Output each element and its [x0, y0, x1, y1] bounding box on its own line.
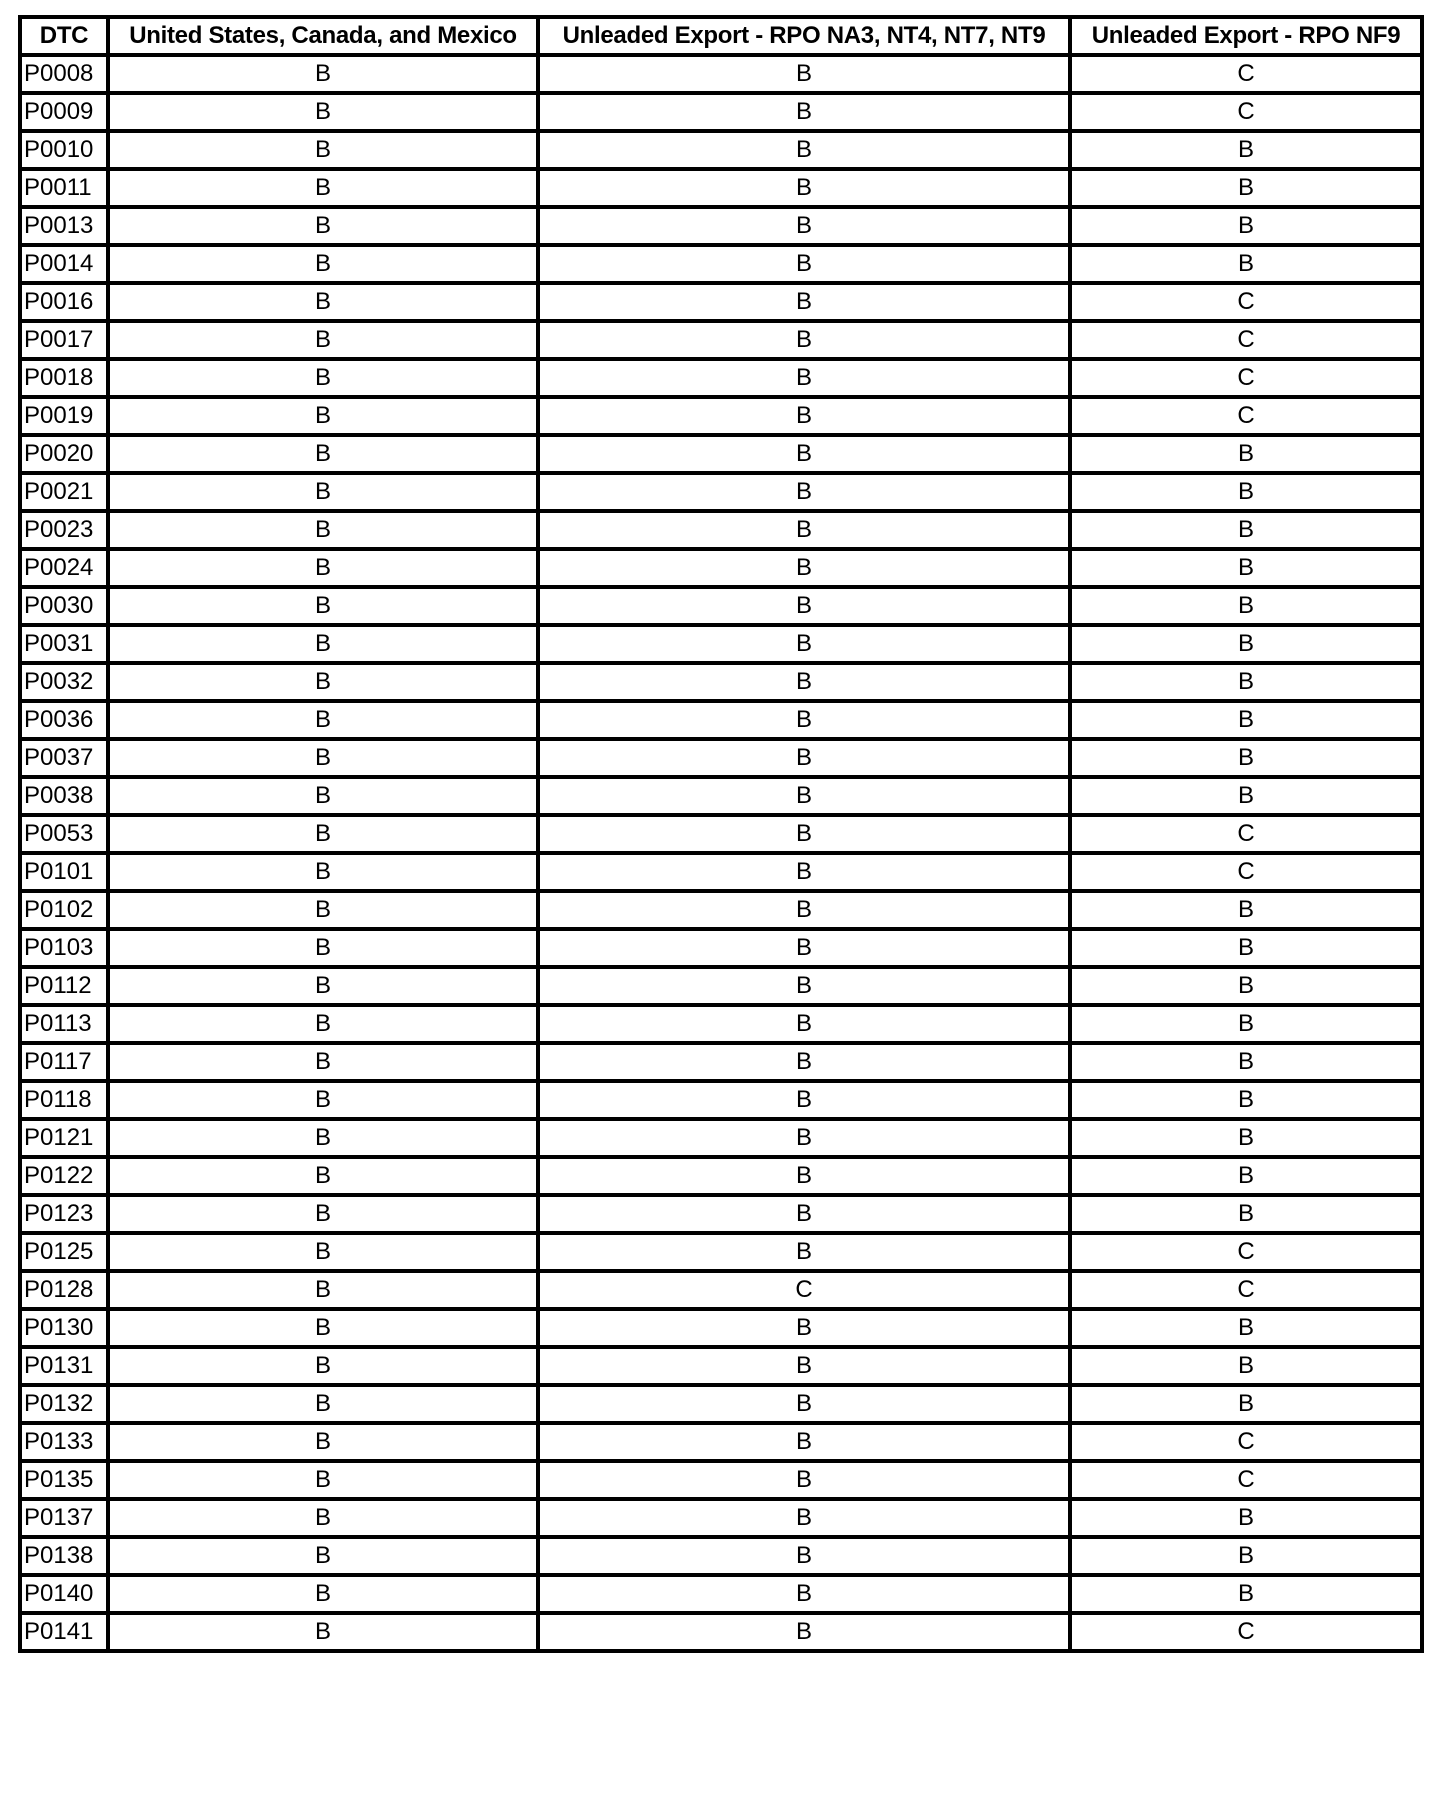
dtc-code-cell: P0123 — [20, 1195, 108, 1233]
unleaded-export-nf9-cell: B — [1070, 131, 1422, 169]
unleaded-export-na3-cell: B — [538, 777, 1070, 815]
us-canada-mexico-cell: B — [108, 549, 538, 587]
unleaded-export-nf9-cell: B — [1070, 929, 1422, 967]
dtc-code-cell: P0030 — [20, 587, 108, 625]
dtc-code-cell: P0101 — [20, 853, 108, 891]
table-row — [20, 283, 1422, 321]
us-canada-mexico-cell: B — [108, 701, 538, 739]
table-row — [20, 1081, 1422, 1119]
dtc-code-cell: P0121 — [20, 1119, 108, 1157]
unleaded-export-nf9-cell: C — [1070, 1461, 1422, 1499]
unleaded-export-na3-cell: B — [538, 1081, 1070, 1119]
us-canada-mexico-cell: B — [108, 283, 538, 321]
us-canada-mexico-cell: B — [108, 853, 538, 891]
unleaded-export-nf9-cell: B — [1070, 1195, 1422, 1233]
unleaded-export-nf9-cell: B — [1070, 1005, 1422, 1043]
dtc-code-cell: P0008 — [20, 55, 108, 93]
table-header — [20, 17, 1422, 55]
unleaded-export-na3-cell: B — [538, 435, 1070, 473]
us-canada-mexico-cell: B — [108, 739, 538, 777]
unleaded-export-nf9-cell: C — [1070, 1233, 1422, 1271]
dtc-code-cell: P0024 — [20, 549, 108, 587]
unleaded-export-nf9-cell: B — [1070, 701, 1422, 739]
unleaded-export-na3-cell: B — [538, 245, 1070, 283]
unleaded-export-nf9-cell: B — [1070, 891, 1422, 929]
unleaded-export-nf9-cell: B — [1070, 1119, 1422, 1157]
unleaded-export-nf9-cell: C — [1070, 55, 1422, 93]
dtc-code-cell: P0019 — [20, 397, 108, 435]
unleaded-export-na3-cell: B — [538, 663, 1070, 701]
unleaded-export-na3-cell: B — [538, 1309, 1070, 1347]
table-row — [20, 397, 1422, 435]
dtc-code-cell: P0140 — [20, 1575, 108, 1613]
table-row — [20, 1575, 1422, 1613]
unleaded-export-na3-cell: B — [538, 549, 1070, 587]
unleaded-export-na3-cell: B — [538, 1537, 1070, 1575]
unleaded-export-nf9-cell: C — [1070, 397, 1422, 435]
table-row — [20, 929, 1422, 967]
unleaded-export-na3-cell: B — [538, 1119, 1070, 1157]
dtc-code-cell: P0023 — [20, 511, 108, 549]
unleaded-export-na3-cell: B — [538, 587, 1070, 625]
table-row — [20, 1043, 1422, 1081]
table-row — [20, 1423, 1422, 1461]
unleaded-export-nf9-cell: C — [1070, 1423, 1422, 1461]
table-row — [20, 815, 1422, 853]
dtc-code-cell: P0010 — [20, 131, 108, 169]
unleaded-export-nf9-cell: C — [1070, 1613, 1422, 1651]
dtc-code-cell: P0018 — [20, 359, 108, 397]
unleaded-export-nf9-cell: C — [1070, 853, 1422, 891]
us-canada-mexico-cell: B — [108, 1081, 538, 1119]
us-canada-mexico-cell: B — [108, 1271, 538, 1309]
unleaded-export-na3-cell: B — [538, 1157, 1070, 1195]
us-canada-mexico-cell: B — [108, 359, 538, 397]
unleaded-export-na3-cell: C — [538, 1271, 1070, 1309]
table-row — [20, 549, 1422, 587]
us-canada-mexico-cell: B — [108, 1423, 538, 1461]
us-canada-mexico-cell: B — [108, 1195, 538, 1233]
table-row — [20, 1347, 1422, 1385]
unleaded-export-nf9-cell: C — [1070, 359, 1422, 397]
dtc-code-cell: P0017 — [20, 321, 108, 359]
dtc-code-cell: P0132 — [20, 1385, 108, 1423]
us-canada-mexico-cell: B — [108, 929, 538, 967]
dtc-code-cell: P0133 — [20, 1423, 108, 1461]
dtc-code-cell: P0130 — [20, 1309, 108, 1347]
us-canada-mexico-cell: B — [108, 435, 538, 473]
dtc-code-cell: P0103 — [20, 929, 108, 967]
table-row — [20, 511, 1422, 549]
table-row — [20, 55, 1422, 93]
unleaded-export-na3-cell: B — [538, 891, 1070, 929]
unleaded-export-na3-cell: B — [538, 55, 1070, 93]
table-row — [20, 1195, 1422, 1233]
us-canada-mexico-cell: B — [108, 1613, 538, 1651]
table-row — [20, 321, 1422, 359]
dtc-code-cell: P0122 — [20, 1157, 108, 1195]
unleaded-export-nf9-cell: B — [1070, 1309, 1422, 1347]
table-row — [20, 1613, 1422, 1651]
unleaded-export-na3-cell: B — [538, 853, 1070, 891]
us-canada-mexico-cell: B — [108, 511, 538, 549]
unleaded-export-nf9-cell: B — [1070, 1575, 1422, 1613]
us-canada-mexico-cell: B — [108, 321, 538, 359]
header-unleaded-export-nf9: Unleaded Export - RPO NF9 — [1070, 17, 1422, 55]
us-canada-mexico-cell: B — [108, 207, 538, 245]
unleaded-export-na3-cell: B — [538, 93, 1070, 131]
table-row — [20, 1537, 1422, 1575]
us-canada-mexico-cell: B — [108, 245, 538, 283]
dtc-code-cell: P0118 — [20, 1081, 108, 1119]
unleaded-export-na3-cell: B — [538, 815, 1070, 853]
unleaded-export-na3-cell: B — [538, 1385, 1070, 1423]
dtc-code-cell: P0135 — [20, 1461, 108, 1499]
table-row — [20, 169, 1422, 207]
unleaded-export-na3-cell: B — [538, 1005, 1070, 1043]
us-canada-mexico-cell: B — [108, 1499, 538, 1537]
us-canada-mexico-cell: B — [108, 397, 538, 435]
dtc-code-cell: P0036 — [20, 701, 108, 739]
us-canada-mexico-cell: B — [108, 891, 538, 929]
us-canada-mexico-cell: B — [108, 169, 538, 207]
unleaded-export-na3-cell: B — [538, 1499, 1070, 1537]
unleaded-export-nf9-cell: C — [1070, 283, 1422, 321]
us-canada-mexico-cell: B — [108, 1575, 538, 1613]
us-canada-mexico-cell: B — [108, 815, 538, 853]
table-row — [20, 245, 1422, 283]
us-canada-mexico-cell: B — [108, 1157, 538, 1195]
unleaded-export-na3-cell: B — [538, 511, 1070, 549]
dtc-code-cell: P0113 — [20, 1005, 108, 1043]
dtc-code-cell: P0032 — [20, 663, 108, 701]
unleaded-export-na3-cell: B — [538, 625, 1070, 663]
unleaded-export-na3-cell: B — [538, 929, 1070, 967]
unleaded-export-nf9-cell: B — [1070, 169, 1422, 207]
dtc-code-cell: P0141 — [20, 1613, 108, 1651]
table-row — [20, 1461, 1422, 1499]
table-row — [20, 739, 1422, 777]
table-row — [20, 587, 1422, 625]
us-canada-mexico-cell: B — [108, 777, 538, 815]
us-canada-mexico-cell: B — [108, 967, 538, 1005]
unleaded-export-na3-cell: B — [538, 1233, 1070, 1271]
table-row — [20, 131, 1422, 169]
us-canada-mexico-cell: B — [108, 587, 538, 625]
us-canada-mexico-cell: B — [108, 1347, 538, 1385]
us-canada-mexico-cell: B — [108, 663, 538, 701]
dtc-code-cell: P0021 — [20, 473, 108, 511]
table-row — [20, 663, 1422, 701]
table-row — [20, 359, 1422, 397]
unleaded-export-nf9-cell: B — [1070, 245, 1422, 283]
header-dtc: DTC — [20, 17, 108, 55]
unleaded-export-na3-cell: B — [538, 739, 1070, 777]
unleaded-export-nf9-cell: B — [1070, 1157, 1422, 1195]
table-row — [20, 701, 1422, 739]
dtc-code-cell: P0014 — [20, 245, 108, 283]
unleaded-export-na3-cell: B — [538, 1461, 1070, 1499]
unleaded-export-nf9-cell: B — [1070, 1081, 1422, 1119]
table-row — [20, 207, 1422, 245]
unleaded-export-nf9-cell: C — [1070, 93, 1422, 131]
table-row — [20, 891, 1422, 929]
dtc-code-cell: P0131 — [20, 1347, 108, 1385]
dtc-code-cell: P0037 — [20, 739, 108, 777]
us-canada-mexico-cell: B — [108, 473, 538, 511]
table-row — [20, 1005, 1422, 1043]
unleaded-export-nf9-cell: B — [1070, 967, 1422, 1005]
us-canada-mexico-cell: B — [108, 1043, 538, 1081]
unleaded-export-na3-cell: B — [538, 1043, 1070, 1081]
table-row — [20, 473, 1422, 511]
header-us-canada-mexico: United States, Canada, and Mexico — [108, 17, 538, 55]
unleaded-export-na3-cell: B — [538, 701, 1070, 739]
dtc-code-cell: P0020 — [20, 435, 108, 473]
table-row — [20, 1385, 1422, 1423]
dtc-code-cell: P0016 — [20, 283, 108, 321]
unleaded-export-na3-cell: B — [538, 321, 1070, 359]
us-canada-mexico-cell: B — [108, 55, 538, 93]
unleaded-export-nf9-cell: B — [1070, 777, 1422, 815]
table-row — [20, 1119, 1422, 1157]
unleaded-export-nf9-cell: C — [1070, 1271, 1422, 1309]
unleaded-export-na3-cell: B — [538, 169, 1070, 207]
unleaded-export-nf9-cell: B — [1070, 1347, 1422, 1385]
dtc-code-cell: P0112 — [20, 967, 108, 1005]
dtc-code-cell: P0009 — [20, 93, 108, 131]
us-canada-mexico-cell: B — [108, 625, 538, 663]
dtc-code-cell: P0102 — [20, 891, 108, 929]
table-body — [20, 55, 1422, 1651]
unleaded-export-na3-cell: B — [538, 283, 1070, 321]
dtc-code-cell: P0053 — [20, 815, 108, 853]
unleaded-export-nf9-cell: C — [1070, 815, 1422, 853]
unleaded-export-na3-cell: B — [538, 131, 1070, 169]
unleaded-export-nf9-cell: B — [1070, 663, 1422, 701]
dtc-table — [18, 15, 1424, 1653]
table-row — [20, 853, 1422, 891]
table-row — [20, 1271, 1422, 1309]
dtc-code-cell: P0011 — [20, 169, 108, 207]
table-row — [20, 625, 1422, 663]
unleaded-export-nf9-cell: B — [1070, 739, 1422, 777]
us-canada-mexico-cell: B — [108, 1309, 538, 1347]
header-row — [20, 17, 1422, 55]
dtc-code-cell: P0125 — [20, 1233, 108, 1271]
dtc-code-cell: P0117 — [20, 1043, 108, 1081]
unleaded-export-na3-cell: B — [538, 1575, 1070, 1613]
unleaded-export-nf9-cell: B — [1070, 625, 1422, 663]
unleaded-export-na3-cell: B — [538, 1347, 1070, 1385]
us-canada-mexico-cell: B — [108, 1537, 538, 1575]
unleaded-export-na3-cell: B — [538, 473, 1070, 511]
table-row — [20, 1309, 1422, 1347]
unleaded-export-na3-cell: B — [538, 207, 1070, 245]
dtc-code-cell: P0137 — [20, 1499, 108, 1537]
table-row — [20, 93, 1422, 131]
unleaded-export-nf9-cell: C — [1070, 321, 1422, 359]
us-canada-mexico-cell: B — [108, 131, 538, 169]
unleaded-export-nf9-cell: B — [1070, 511, 1422, 549]
us-canada-mexico-cell: B — [108, 93, 538, 131]
unleaded-export-na3-cell: B — [538, 1423, 1070, 1461]
unleaded-export-na3-cell: B — [538, 359, 1070, 397]
unleaded-export-na3-cell: B — [538, 1195, 1070, 1233]
dtc-code-cell: P0128 — [20, 1271, 108, 1309]
dtc-code-cell: P0038 — [20, 777, 108, 815]
unleaded-export-nf9-cell: B — [1070, 473, 1422, 511]
unleaded-export-nf9-cell: B — [1070, 1499, 1422, 1537]
us-canada-mexico-cell: B — [108, 1119, 538, 1157]
table-row — [20, 435, 1422, 473]
unleaded-export-nf9-cell: B — [1070, 549, 1422, 587]
unleaded-export-na3-cell: B — [538, 967, 1070, 1005]
unleaded-export-nf9-cell: B — [1070, 1537, 1422, 1575]
us-canada-mexico-cell: B — [108, 1005, 538, 1043]
unleaded-export-nf9-cell: B — [1070, 1385, 1422, 1423]
unleaded-export-na3-cell: B — [538, 1613, 1070, 1651]
us-canada-mexico-cell: B — [108, 1233, 538, 1271]
table-row — [20, 777, 1422, 815]
header-unleaded-export-na3: Unleaded Export - RPO NA3, NT4, NT7, NT9 — [538, 17, 1070, 55]
table-row — [20, 1233, 1422, 1271]
unleaded-export-nf9-cell: B — [1070, 207, 1422, 245]
us-canada-mexico-cell: B — [108, 1385, 538, 1423]
us-canada-mexico-cell: B — [108, 1461, 538, 1499]
unleaded-export-nf9-cell: B — [1070, 435, 1422, 473]
dtc-code-cell: P0031 — [20, 625, 108, 663]
unleaded-export-nf9-cell: B — [1070, 587, 1422, 625]
table-row — [20, 1499, 1422, 1537]
table-row — [20, 1157, 1422, 1195]
dtc-code-cell: P0138 — [20, 1537, 108, 1575]
unleaded-export-na3-cell: B — [538, 397, 1070, 435]
unleaded-export-nf9-cell: B — [1070, 1043, 1422, 1081]
dtc-code-cell: P0013 — [20, 207, 108, 245]
table-row — [20, 967, 1422, 1005]
